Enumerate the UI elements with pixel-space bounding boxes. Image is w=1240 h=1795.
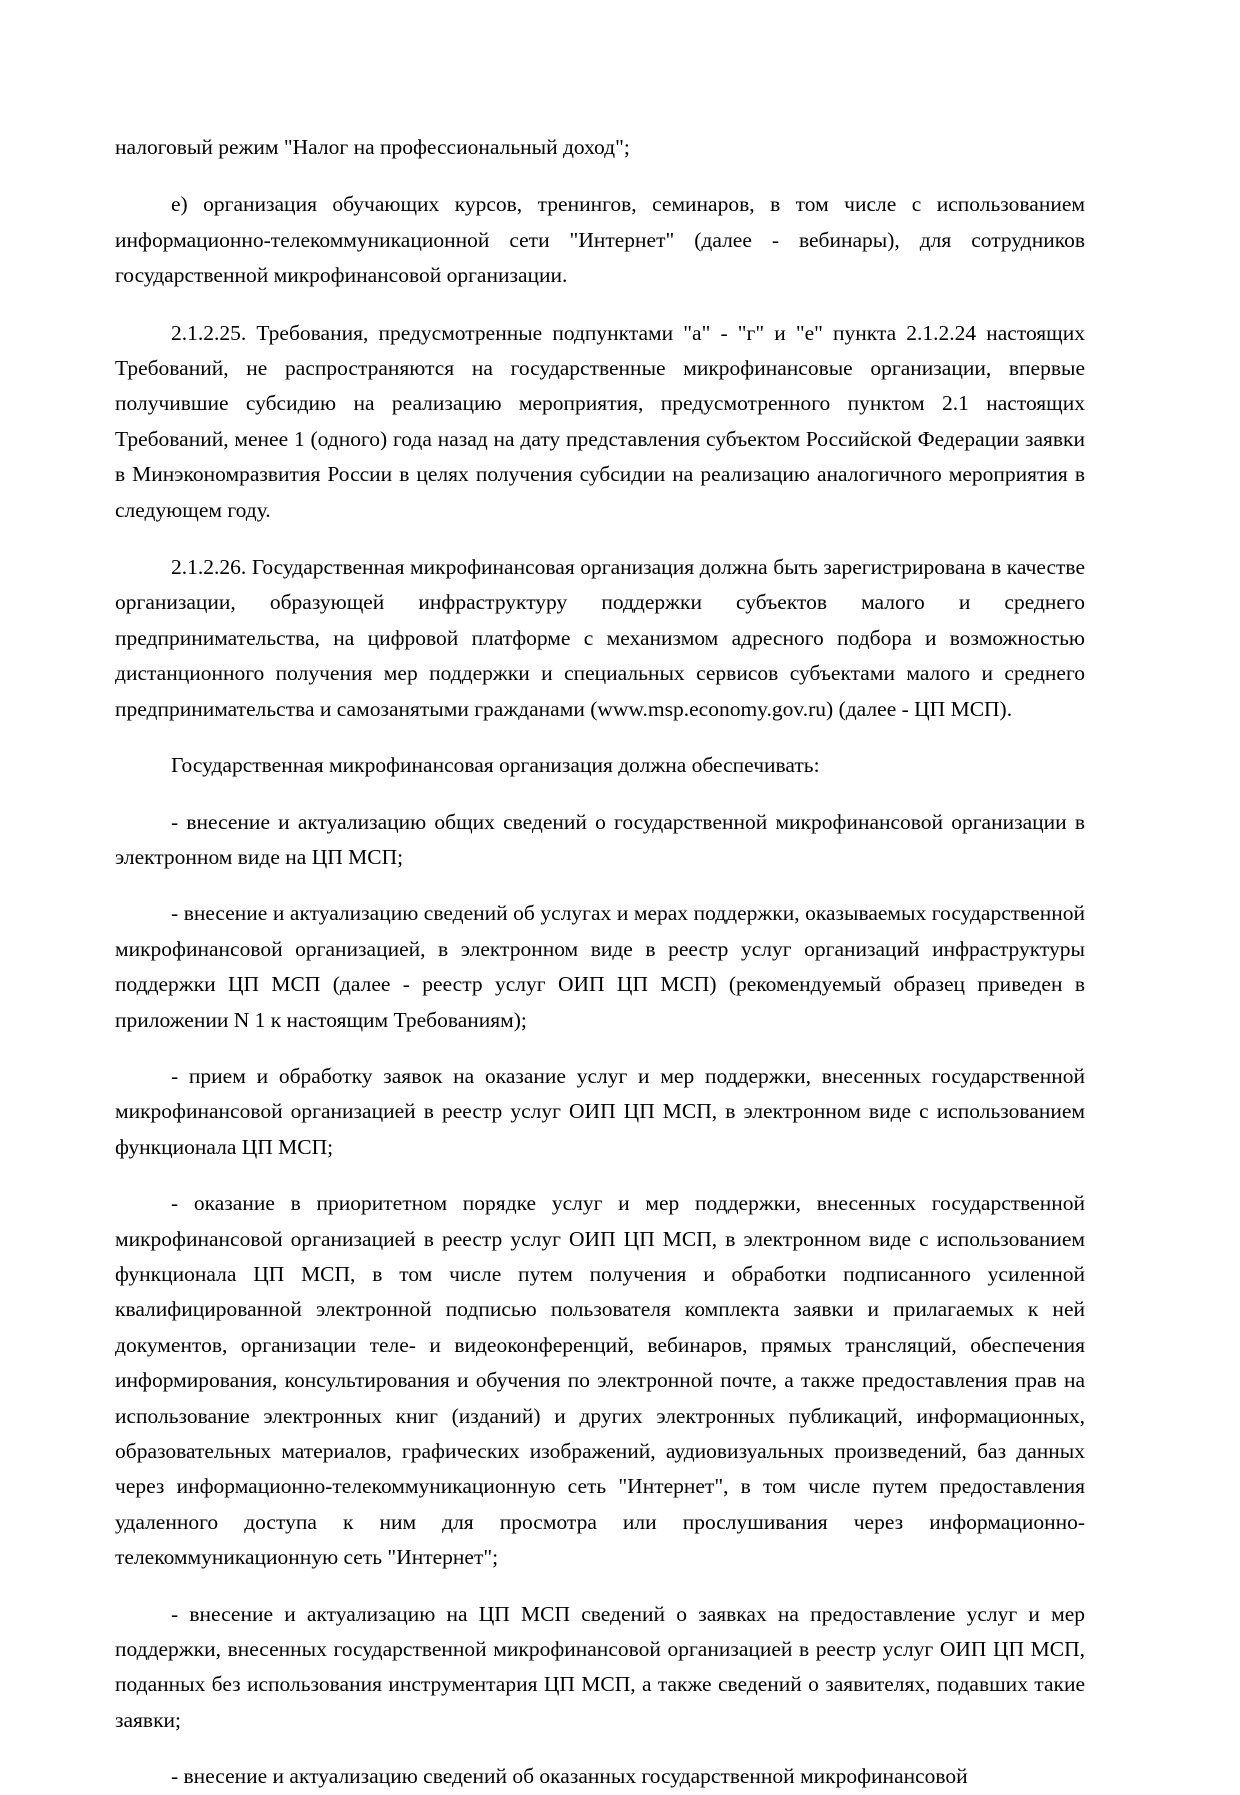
paragraph-bullet-general-info: - внесение и актуализацию общих сведений о государственной микрофинансовой организации в электронном виде на ЦП МСП; [115,809,1085,869]
paragraph-bullet-priority-services: - оказание в приоритетном порядке услуг и мер поддержки, внесенных государственной микрофинансовой организацией в реестр услуг ОИП ЦП МСП, в электронном виде с использованием функционала ЦП МСП, в том числе путем получения и обработки подписанного усиленной квалифицированной электронной подписью пользователя комплекта заявки и прилагаемых к ней документов, организации теле- и видеоконференций, вебинаров, прямых трансляций, обеспечения информирования, консультирования и обучения по электронной почте, а также предоставления прав на использование электронных книг (изданий) и других электронных публикаций, информационных, образовательных материалов, графических изображений, аудиовизуальных произведений, баз данных через информационно-телекоммуникационную сеть "Интернет", в том числе путем предоставления удаленного доступа к ним для просмотра или прослушивания через информационно-телекоммуникационную сеть "Интернет"; [115,1191,1085,1570]
paragraph-bullet-rendered-services: - внесение и актуализацию сведений об оказанных государственной микрофинансовой [171,1764,968,1789]
paragraph-spacer [115,294,1085,316]
paragraph-spacer [115,165,1085,187]
paragraph-spacer [115,1738,1085,1759]
paragraph-lead-in-obligations: Государственная микрофинансовая организация должна обеспечивать: [171,753,820,778]
paragraph-subitem-e: е) организация обучающих курсов, тренингов, семинаров, в том числе с использованием информационно-телекоммуникационной сети "Интернет" (далее - вебинары), для сотрудников государственной микрофинансовой организации. [115,192,1085,288]
paragraph-spacer [115,1038,1085,1059]
document-text-body [115,130,1085,1795]
paragraph-spacer [115,727,1085,748]
paragraph-spacer [115,528,1085,550]
paragraph-spacer [115,1165,1085,1186]
paragraph-clause-2-1-2-26: 2.1.2.26. Государственная микрофинансовая организация должна быть зарегистрирована в качестве организации, образующей инфраструктуру поддержки субъектов малого и среднего предпринимательства, на цифровой платформе с механизмом адресного подбора и возможностью дистанционного получения мер поддержки и специальных сервисов субъектами малого и среднего предпринимательства и самозанятыми гражданами (www.msp.economy.gov.ru) (далее - ЦП МСП). [115,555,1085,721]
paragraph-bullet-application-records: - внесение и актуализацию на ЦП МСП сведений о заявках на предоставление услуг и мер поддержки, внесенных государственной микрофинансовой организацией в реестр услуг ОИП ЦП МСП, поданных без использования инструментария ЦП МСП, а также сведений о заявителях, подавших такие заявки; [115,1601,1085,1732]
paragraph-tax-regime: налоговый режим "Налог на профессиональный доход"; [115,135,630,159]
paragraph-spacer [115,875,1085,896]
paragraph-spacer [115,1576,1085,1597]
paragraph-clause-2-1-2-25: 2.1.2.25. Требования, предусмотренные подпунктами "а" - "г" и "е" пункта 2.1.2.24 настоящих Требований, не распространяются на государственные микрофинансовые организации, впервые получившие субсидию на реализацию мероприятия, предусмотренного пунктом 2.1 настоящих Требований, менее 1 (одного) года назад на дату представления субъектом Российской Федерации заявки в Минэкономразвития России в целях получения субсидии на реализацию аналогичного мероприятия в следующем году. [115,320,1085,522]
paragraph-spacer [115,784,1085,805]
paragraph-bullet-services-registry: - внесение и актуализацию сведений об услугах и мерах поддержки, оказываемых государственной микрофинансовой организацией, в электронном виде в реестр услуг организаций инфраструктуры поддержки ЦП МСП (далее - реестр услуг ОИП ЦП МСП) (рекомендуемый образец приведен в приложении N 1 к настоящим Требованиям); [115,901,1085,1032]
paragraph-bullet-application-processing: - прием и обработку заявок на оказание услуг и мер поддержки, внесенных государственной микрофинансовой организацией в реестр услуг ОИП ЦП МСП, в электронном виде с использованием функционала ЦП МСП; [115,1063,1085,1159]
